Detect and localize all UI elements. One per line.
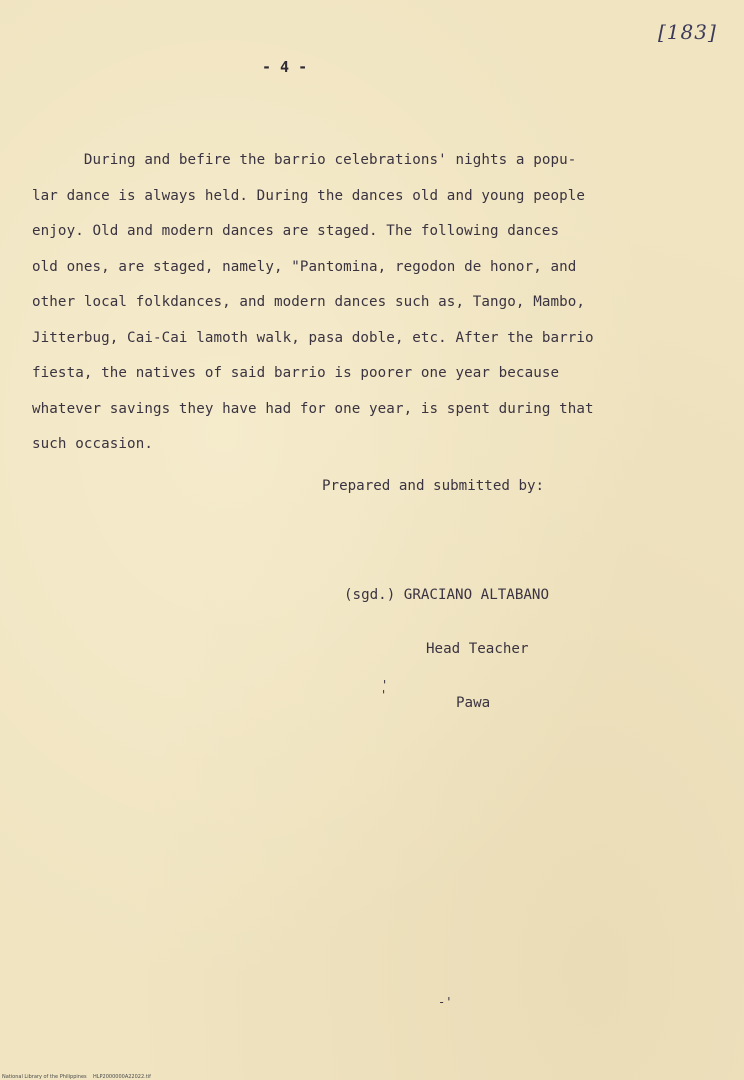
body-line: During and befire the barrio celebrations' nights a popu- — [32, 152, 577, 168]
body-line: such occasion. — [32, 436, 153, 452]
body-line: enjoy. Old and modern dances are staged. The following dances — [32, 223, 560, 239]
closing-line: Prepared and submitted by: — [322, 478, 545, 494]
body-line: old ones, are staged, namely, "Pantomina, regodon de honor, and — [32, 258, 577, 275]
body-paragraph — [32, 143, 722, 463]
scan-footer: National Library of the Philippines HLP2000000A22022.tif — [2, 1074, 151, 1080]
stray-mark: ' — [380, 688, 388, 702]
page-number: - 4 - — [262, 58, 308, 76]
stray-mark: ' — [381, 678, 389, 692]
body-line: lar dance is always held. During the dances old and young people — [32, 187, 586, 204]
body-line: other local folkdances, and modern dances such as, Tango, Mambo, — [32, 294, 586, 310]
signatory-place: Pawa — [456, 695, 491, 711]
signature-block — [344, 550, 549, 748]
body-line: fiesta, the natives of said barrio is poorer one year because — [32, 365, 560, 381]
signatory-title: Head Teacher — [426, 641, 529, 657]
body-line: Jitterbug, Cai-Cai lamoth walk, pasa doble, etc. After the barrio — [32, 329, 594, 346]
handwritten-page-annotation: [183] — [658, 20, 717, 44]
body-line: whatever savings they have had for one year, is spent during that — [32, 400, 594, 417]
stray-mark: -' — [438, 995, 453, 1009]
signatory-name: (sgd.) GRACIANO ALTABANO — [344, 587, 549, 603]
